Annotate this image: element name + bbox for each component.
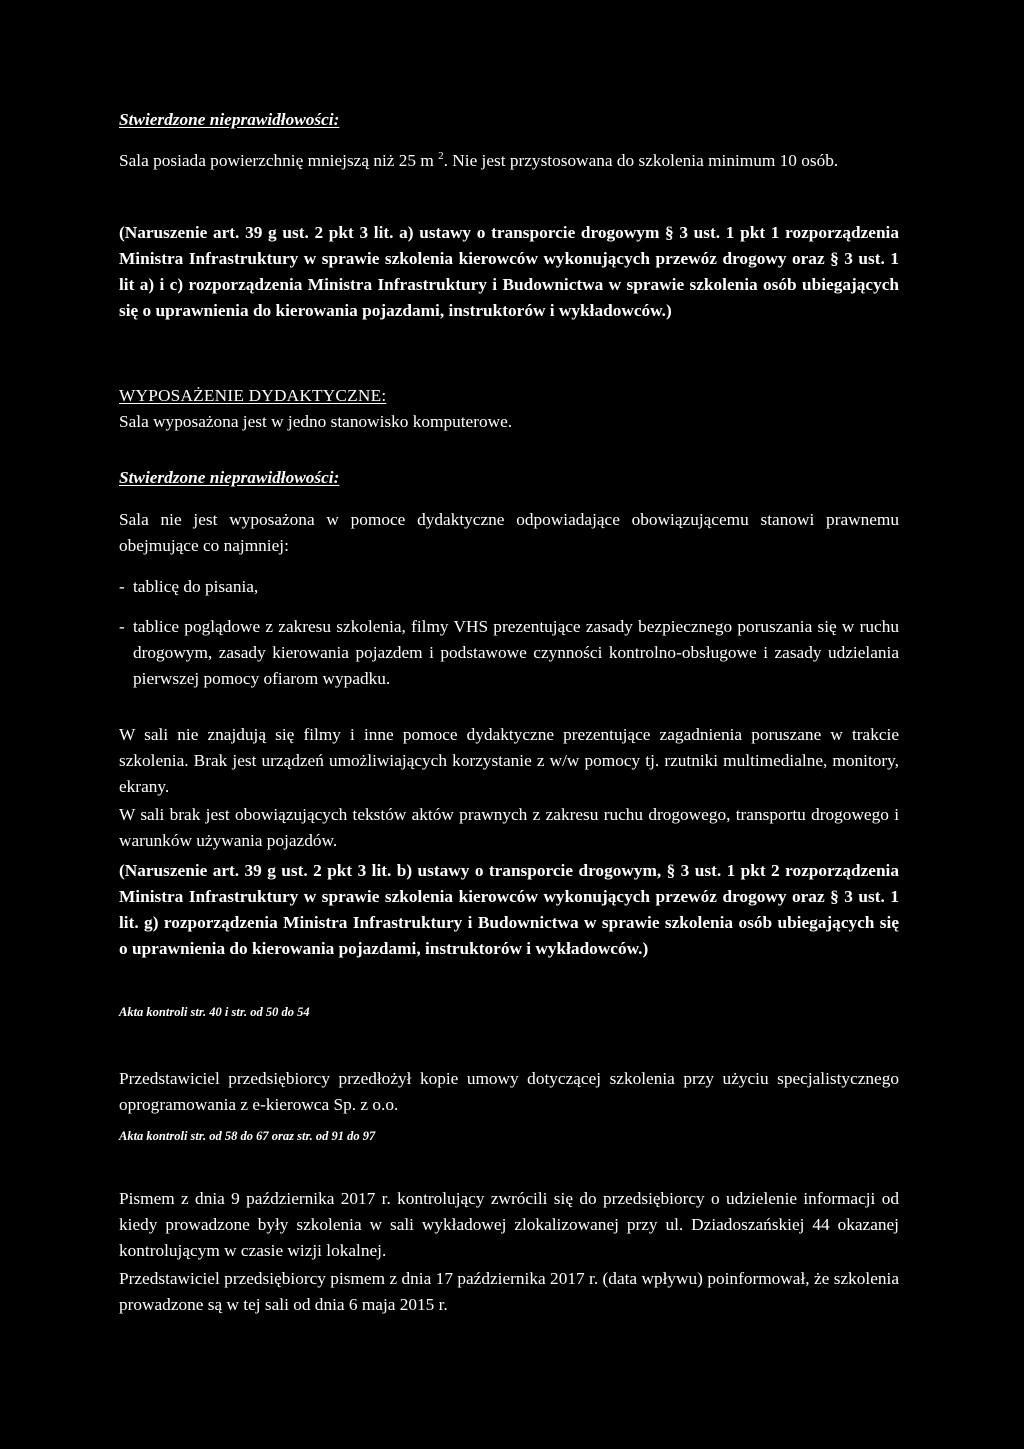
section4-paragraph <box>119 1186 899 1264</box>
section4-para1-text: Pismem z dnia 9 października 2017 r. kontrolujący zwrócili się do przedsiębiorcy o udzielenie informacji od kiedy prowadzone były szkolenia w sali wykładowej zlokalizowanej przy ul. Dziadoszańskiej 44 okazanej kontrolującym w czasie wizji lokalnej. <box>119 1189 899 1260</box>
list-dash: - <box>119 617 125 636</box>
section2-para2-text: W sali brak jest obowiązujących tekstów aktów prawnych z zakresu ruchu drogowego, transportu drogowego i warunków używania pojazdów. <box>119 805 899 850</box>
equipment-text: Sala wyposażona jest w jedno stanowisko komputerowe. <box>119 412 513 431</box>
section2-intro-text: Sala nie jest wyposażona w pomoce dydaktyczne odpowiadające obowiązującemu stanowi prawnemu obejmujące co najmniej: <box>119 510 899 555</box>
section3-paragraph <box>119 1066 899 1118</box>
section2-para1-text: W sali nie znajdują się filmy i inne pomoce dydaktyczne prezentujące zagadnienia poruszane w trakcie szkolenia. Brak jest urządzeń umożliwiających korzystanie z w/w pomocy tj. rzutniki multimedialne, monitory, ekrany. <box>119 725 899 796</box>
section3-reference <box>119 1122 899 1148</box>
section2-violation <box>119 858 899 962</box>
section4-paragraph <box>119 1266 899 1318</box>
equipment-heading <box>119 383 899 409</box>
section2-paragraph <box>119 802 899 854</box>
section2-paragraph <box>119 722 899 800</box>
section2-reference-text: Akta kontroli str. 40 i str. od 50 do 54 <box>119 1005 310 1019</box>
section3-reference-text: Akta kontroli str. od 58 do 67 oraz str. od 91 do 97 <box>119 1129 376 1143</box>
section1-violation <box>119 220 899 324</box>
room-capacity-text: . Nie jest przystosowana do szkolenia minimum 10 osób. <box>443 151 839 170</box>
room-area-text: Sala posiada powierzchnię mniejszą niż 25 m <box>119 151 434 170</box>
section1-room-description <box>119 148 899 174</box>
section2-heading-text: Stwierdzone nieprawidłowości: <box>119 468 340 487</box>
list-item-text: tablicę do pisania, <box>133 577 259 596</box>
equipment-heading-text: WYPOSAŻENIE DYDAKTYCZNE: <box>119 386 387 405</box>
section2-intro <box>119 507 899 559</box>
section1-heading-text: Stwierdzone nieprawidłowości: <box>119 110 340 129</box>
list-item-text: tablice poglądowe z zakresu szkolenia, filmy VHS prezentujące zasady bezpiecznego poruszania się w ruchu drogowym, zasady kierowania pojazdem i podstawowe czynności kontrolno-obsługowe i zasady udzielania pierwszej pomocy ofiarom wypadku. <box>133 617 899 688</box>
section1-violation-text: (Naruszenie art. 39 g ust. 2 pkt 3 lit. a) ustawy o transporcie drogowym § 3 ust. 1 pkt 1 rozporządzenia Ministra Infrastruktury w sprawie szkolenia kierowców wykonujących przewóz drogowy oraz § 3 ust. 1 lit a) i c) rozporządzenia Ministra Infrastruktury i Budownictwa w sprawie szkolenia osób ubiegających się o uprawnienia do kierowania pojazdami, instruktorów i wykładowców.) <box>119 223 899 320</box>
list-item <box>119 574 899 600</box>
equipment-description <box>119 409 899 435</box>
list-item <box>119 614 899 692</box>
section2-heading <box>119 465 899 491</box>
list-dash: - <box>119 577 125 596</box>
section2-reference <box>119 998 899 1024</box>
section1-heading <box>119 107 899 133</box>
section3-text: Przedstawiciel przedsiębiorcy przedłożył kopie umowy dotyczącej szkolenia przy użyciu specjalistycznego oprogramowania z e-kierowca Sp. z o.o. <box>119 1069 899 1114</box>
section2-violation-text: (Naruszenie art. 39 g ust. 2 pkt 3 lit. b) ustawy o transporcie drogowym, § 3 ust. 1 pkt 2 rozporządzenia Ministra Infrastruktury w sprawie szkolenia kierowców wykonujących przewóz drogowy oraz § 3 ust. 1 lit. g) rozporządzenia Ministra Infrastruktury i Budownictwa w sprawie szkolenia osób ubiegających się o uprawnienia do kierowania pojazdami, instruktorów i wykładowców.) <box>119 861 899 958</box>
section4-para2-text: Przedstawiciel przedsiębiorcy pismem z dnia 17 października 2017 r. (data wpływu) poinformował, że szkolenia prowadzone są w tej sali od dnia 6 maja 2015 r. <box>119 1269 899 1314</box>
room-area-unit-superscript: 2 <box>438 150 444 163</box>
